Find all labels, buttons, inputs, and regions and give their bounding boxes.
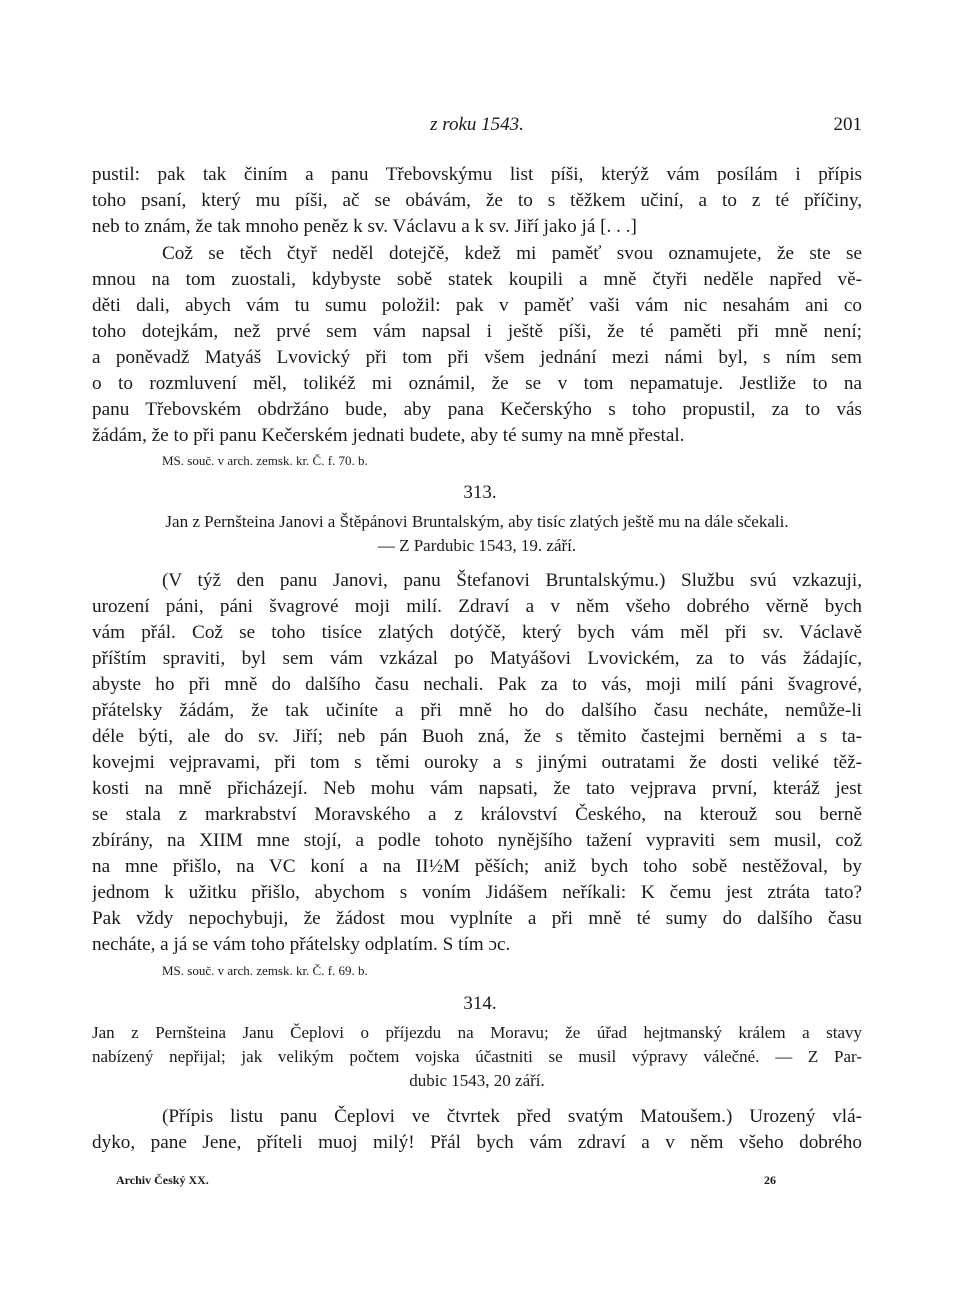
document-summary: Jan z Pernšteina Janovi a Štěpánovi Bruntalským, aby tisíc zlatých ještě mu na dále sčekali.	[165, 512, 789, 531]
text-line: panu Třebovském obdržáno bude, aby pana Kečerskýho s toho propustil, za to vás	[92, 399, 862, 420]
text-line: necháte, a já se vám toho přátelsky odplatím. S tím ɔc.	[92, 934, 511, 955]
page-header	[92, 114, 862, 140]
text-line: mnou na tom zuostali, kdybyste sobě statek koupili a mně čtyři neděle napřed vě-	[92, 269, 862, 290]
text-line: o to rozmluvení měl, tolikéž mi oznámil, že se v tom nepamatuje. Jestliže to na	[92, 373, 862, 394]
document-summary-line: dubic 1543, 20 září.	[409, 1071, 545, 1090]
source-citation: MS. souč. v arch. zemsk. kr. Č. f. 70. b.	[162, 453, 368, 468]
text-line: déle býti, ale do sv. Jiří; neb pán Buoh zná, že s těmito častejmi berněmi a s ta-	[92, 726, 862, 747]
document-summary-line: Jan z Pernšteina Janu Čeplovi o příjezdu na Moravu; že úřad hejtmanský králem a stavy	[92, 1023, 862, 1042]
text-line: kovejmi vejpravami, při tom s těmi ouroky a s jinými outratami že dosti veliké těž-	[92, 752, 862, 773]
text-line: vám přál. Což se toho tisíce zlatých dotýčě, který bych vám měl při sv. Václavě	[92, 622, 862, 643]
page-number: 201	[833, 114, 862, 135]
text-line: pustil: pak tak činím a panu Třebovskýmu list píši, kterýž vám posílám i přípis	[92, 164, 862, 185]
text-line: kosti na mně přicházejí. Neb mohu vám napsati, že tato vejprava první, kteráž jest	[92, 778, 862, 799]
text-line: se stala z markrabství Moravského a z království Českého, na kterouž sou berně	[92, 804, 862, 825]
text-line: na mne přišlo, na VC koní a na II½M pěších; aniž bych toho sobě nestěžoval, by	[92, 856, 862, 877]
text-line: Pak vždy nepochybuji, že žádost mou vyplníte a při mně té sumy do dalšího času	[92, 908, 862, 929]
text-line: abyste ho při mně do dalšího času nechali. Pak za to vás, moji milí páni švagrové,	[92, 674, 862, 695]
text-line: toho dotejkám, než prvé sem vám napsal i ještě píši, že té paměti při mně není;	[92, 321, 862, 342]
text-line: urození páni, páni švagrové moji milí. Zdraví a v něm všeho dobrého věrně bych	[92, 596, 862, 617]
document-number: 314.	[463, 993, 497, 1014]
text-line: zbírány, na XIIM mne stojí, a podle tohoto nynějšího tažení vypraviti sem musil, což	[92, 830, 862, 851]
source-citation: MS. souč. v arch. zemsk. kr. Č. f. 69. b.	[162, 963, 368, 978]
text-line: Což se těch čtyř neděl dotejčě, kdež mi paměť svou oznamujete, že ste se	[162, 243, 862, 264]
text-line: děti dali, abych vám tu sumu položil: pak v paměť vaši vám nic nesahám ani co	[92, 295, 862, 316]
footer-signature-mark: 26	[764, 1173, 776, 1187]
text-line: (V týž den panu Janovi, panu Štefanovi Bruntalskýmu.) Službu svú vzkazuji,	[162, 570, 862, 591]
document-dateline: — Z Pardubic 1543, 19. září.	[377, 536, 577, 555]
text-line: (Přípis listu panu Čeplovi ve čtvrtek před svatým Matoušem.) Urozený vlá-	[162, 1106, 862, 1127]
text-line: přátelsky žádám, že tak učiníte a při mně ho do dalšího času necháte, nemůže-li	[92, 700, 862, 721]
text-line: neb to znám, že tak mnoho peněz k sv. Václavu a k sv. Jiří jako já [. . .]	[92, 216, 637, 237]
document-number: 313.	[463, 482, 497, 503]
document-summary-line: nabízený nepřijal; jak velikým počtem vojska účastniti se musil výpravy válečné. — Z Par-	[92, 1047, 862, 1066]
text-line: příštím spraviti, byl sem vám vzkázal po Matyášovi Lvovickém, za to vás žádajíc,	[92, 648, 862, 669]
text-line: jednom k užitku přišlo, abychom s voním Jidášem neříkali: K čemu jest ztráta tato?	[92, 882, 862, 903]
running-title: z roku 1543.	[430, 114, 524, 135]
text-line: žádám, že to při panu Kečerském jednati budete, aby té sumy na mně přestal.	[92, 425, 685, 446]
text-line: dyko, pane Jene, příteli muoj milý! Přál bych vám zdraví a v něm všeho dobrého	[92, 1132, 862, 1153]
text-line: toho psaní, který mu píši, ač se obávám, že to s těžkem učiní, a to z té příčiny,	[92, 190, 862, 211]
footer-publication: Archiv Český XX.	[116, 1173, 209, 1187]
text-line: a poněvadž Matyáš Lvovický při tom při všem jednání mezi námi byl, s ním sem	[92, 347, 862, 368]
